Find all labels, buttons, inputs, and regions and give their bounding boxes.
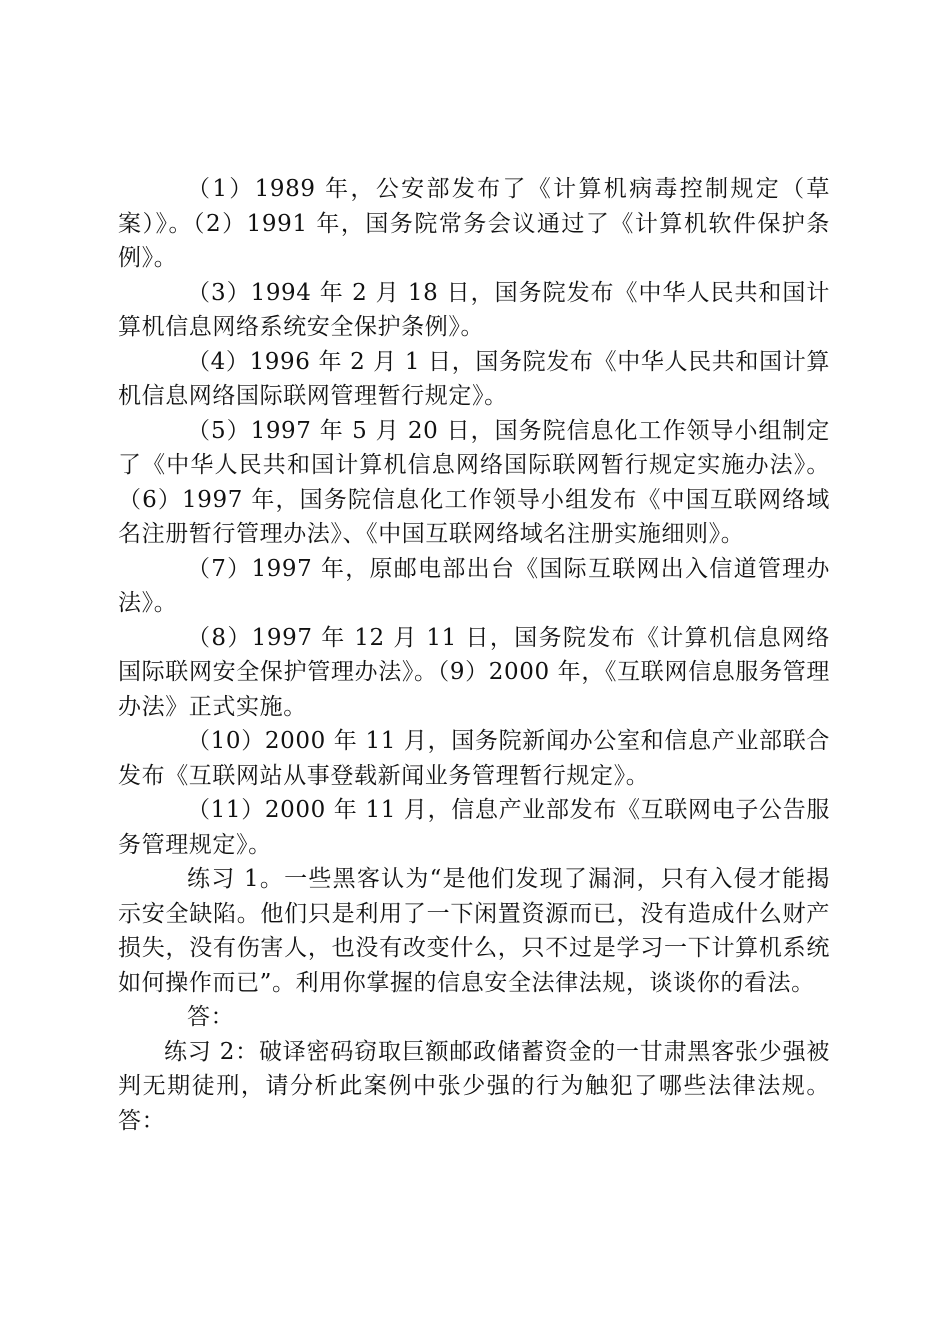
regulation-item-1-2: （1）1989 年，公安部发布了《计算机病毒控制规定（草案）》。（2）1991 年，国务院常务会议通过了《计算机软件保护条例》。 xyxy=(118,176,830,271)
practice-1-question: 练习 1。一些黑客认为“是他们发现了漏洞，只有入侵才能揭示安全缺陷。他们只是利用了一下闲置资源而已，没有造成什么财产损失，没有伤害人，也没有改变什么，只不过是学习一下计算机系统如何操作而已”。利用你掌握的信息安全法律法规，谈谈你的看法。 xyxy=(118,866,830,996)
regulation-item-4: （4）1996 年 2 月 1 日，国务院发布《中华人民共和国计算机信息网络国际联网管理暂行规定》。 xyxy=(118,348,830,409)
document-body xyxy=(118,172,830,1138)
regulation-item-8-9: （8）1997 年 12 月 11 日，国务院发布《计算机信息网络国际联网安全保护管理办法》。（9）2000 年，《互联网信息服务管理办法》正式实施。 xyxy=(118,624,830,720)
practice-2-question: 练习 2：破译密码窃取巨额邮政储蓄资金的一甘肃黑客张少强被判无期徒刑，请分析此案例中张少强的行为触犯了哪些法律法规。答： xyxy=(118,1038,830,1134)
regulation-item-3: （3）1994 年 2 月 18 日，国务院发布《中华人民共和国计算机信息网络系统安全保护条例》。 xyxy=(118,279,830,340)
regulation-item-11: （11）2000 年 11 月，信息产业部发布《互联网电子公告服务管理规定》。 xyxy=(118,797,830,858)
practice-1-answer-label: 答： xyxy=(187,1004,235,1030)
regulation-item-7: （7）1997 年，原邮电部出台《国际互联网出入信道管理办法》。 xyxy=(118,555,830,616)
regulation-item-10: （10）2000 年 11 月，国务院新闻办公室和信息产业部联合发布《互联网站从事登载新闻业务管理暂行规定》。 xyxy=(118,728,830,789)
regulation-item-5-6: （5）1997 年 5 月 20 日，国务院信息化工作领导小组制定了《中华人民共和国计算机信息网络国际联网暂行规定实施办法》。（6）1997 年，国务院信息化工作领导小组发布《中国互联网络域名注册暂行管理办法》、《中国互联网络域名注册实施细则》。 xyxy=(118,417,830,547)
